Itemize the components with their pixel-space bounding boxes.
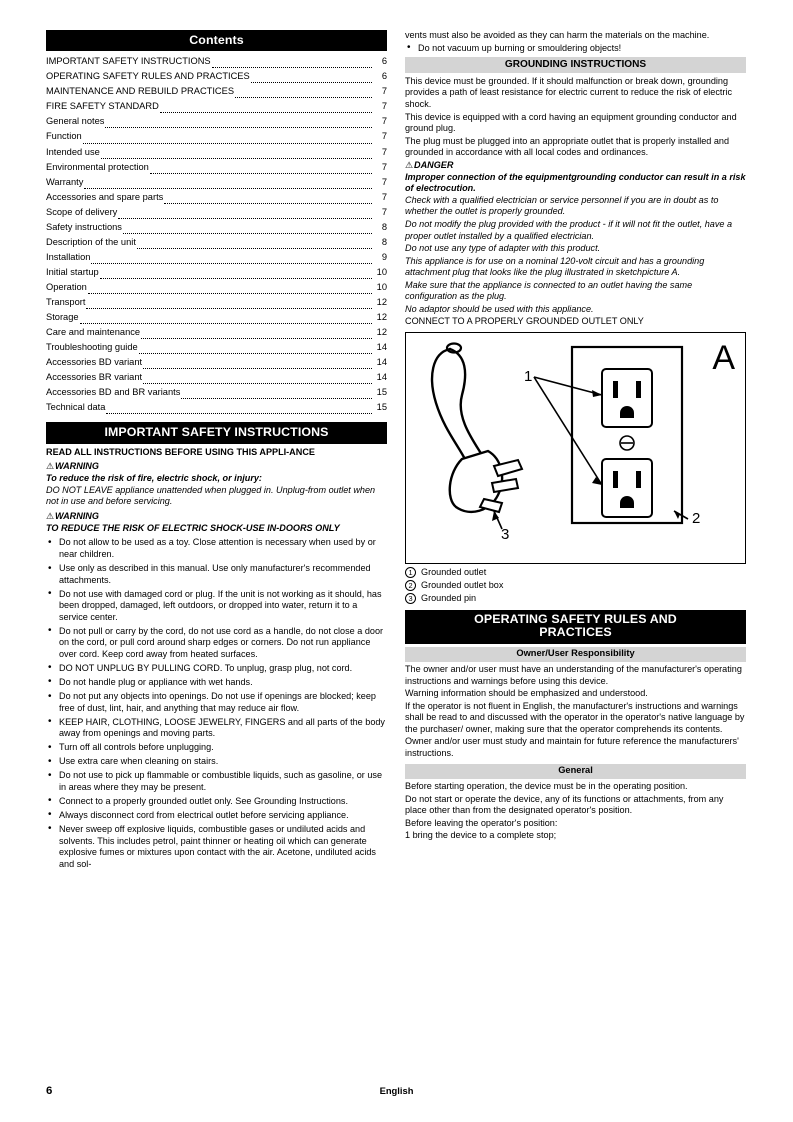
warning-triangle-icon: ⚠ — [405, 159, 414, 170]
toc-label: Accessories BD and BR variants — [46, 387, 181, 398]
toc-page: 10 — [376, 266, 387, 277]
toc-label: Environmental protection — [46, 161, 149, 172]
owner-paragraph-3: If the operator is not fluent in English, the manufacturer's instructions and warnings shall be read to and discussed with the operator in the operator's native language by the purchaser/ owner, making sure that the operator comprehends its contents. — [405, 700, 745, 734]
list-item: • Do not handle plug or appliance with wet hands. — [46, 677, 387, 689]
page-content — [46, 30, 746, 1090]
list-item: • Do not pull or carry by the cord, do not use cord as a handle, do not close a door on the cord, or pull cord around sharp edges or corners. Do not run appliance over cord. Keep cord away from heated surfaces. — [46, 626, 387, 661]
toc-page: 7 — [381, 161, 387, 172]
owner-paragraph-1: The owner and/or user must have an understanding of the manufacturer's operating instructions and warnings before using this device. — [405, 664, 742, 686]
toc-label: MAINTENANCE AND REBUILD PRACTICES — [46, 86, 235, 97]
grounding-instructions-heading: GROUNDING INSTRUCTIONS — [405, 57, 746, 73]
warning-1-body: DO NOT LEAVE appliance unattended when plugged in. Unplug-from outlet when not in use and before servicing. — [46, 484, 376, 507]
list-item: • Do not vacuum up burning or smouldering objects! — [405, 43, 746, 55]
grounding-italic-6: No adaptor should be used with this appliance. — [405, 303, 594, 314]
toc-entry[interactable] — [46, 400, 387, 415]
toc-dots — [118, 210, 372, 219]
general-numbered-item-1: 1 bring the device to a complete stop; — [405, 830, 557, 841]
toc-dots — [101, 150, 372, 159]
toc-dots — [143, 375, 372, 384]
list-item: • Turn off all controls before unplugging. — [46, 742, 387, 754]
toc-dots — [100, 270, 372, 279]
toc-label: Initial startup — [46, 266, 99, 277]
grounding-italic-2: Do not modify the plug provided with the product - if it will not fit the outlet, have a proper outlet installed by a qualified electrician. — [405, 218, 733, 241]
list-item: • KEEP HAIR, CLOTHING, LOOSE JEWELRY, FINGERS and all parts of the body away from openings and moving parts. — [46, 717, 387, 740]
legend-item — [405, 593, 746, 605]
toc-entry[interactable] — [46, 325, 387, 340]
toc-page: 7 — [381, 146, 387, 157]
list-item: • DO NOT UNPLUG BY PULLING CORD. To unplug, grasp plug, not cord. — [46, 663, 387, 675]
toc-entry[interactable] — [46, 385, 387, 400]
owner-paragraph-4: Owner and/or user must study and maintain for future reference the manufacturers' instructions. — [405, 736, 739, 758]
toc-dots — [105, 119, 372, 128]
footer-language: English — [379, 1085, 414, 1096]
toc-dots — [123, 225, 372, 234]
warning-triangle-icon: ⚠ — [46, 510, 55, 521]
list-item: • Connect to a properly grounded outlet only. See Grounding Instructions. — [46, 796, 387, 808]
grounded-outlet-figure — [405, 332, 746, 564]
toc-page: 12 — [376, 312, 387, 323]
danger-label: DANGER — [414, 159, 454, 170]
callout-3: 3 — [501, 525, 510, 543]
toc-entry[interactable] — [46, 310, 387, 325]
toc-page: 10 — [376, 281, 387, 292]
toc-page: 7 — [381, 191, 387, 202]
toc-entry[interactable] — [46, 145, 387, 160]
toc-entry[interactable] — [46, 84, 387, 99]
list-item: • Do not use to pick up flammable or combustible liquids, such as gasoline, or use in areas where they may be present. — [46, 770, 387, 793]
owner-user-responsibility-heading: Owner/User Responsibility — [405, 647, 746, 661]
safety-bullet-list — [46, 537, 387, 870]
toc-label: General notes — [46, 116, 105, 127]
toc-entry[interactable] — [46, 235, 387, 250]
toc-dots — [86, 300, 372, 309]
toc-dots — [235, 89, 372, 98]
toc-label: IMPORTANT SAFETY INSTRUCTIONS — [46, 56, 211, 67]
toc-dots — [251, 74, 372, 83]
toc-entry[interactable] — [46, 355, 387, 370]
toc-dots — [212, 59, 372, 68]
warning-2-line — [46, 511, 387, 523]
danger-line — [405, 160, 746, 172]
read-all-instructions-text: READ ALL INSTRUCTIONS BEFORE USING THIS APPLI-ANCE — [46, 446, 315, 457]
toc-entry[interactable] — [46, 69, 387, 84]
general-paragraph-1: Before starting operation, the device must be in the operating position. — [405, 781, 688, 792]
warning-2-title: TO REDUCE THE RISK OF ELECTRIC SHOCK-USE IN-DOORS ONLY — [46, 522, 340, 533]
toc-entry[interactable] — [46, 160, 387, 175]
toc-entry[interactable] — [46, 295, 387, 310]
toc-dots — [143, 360, 372, 369]
toc-page: 7 — [381, 86, 387, 97]
toc-label: FIRE SAFETY STANDARD — [46, 101, 159, 112]
toc-dots — [83, 135, 372, 144]
general-paragraph-3: Before leaving the operator's position: — [405, 817, 558, 828]
list-item: • Do not put any objects into openings. Do not use if openings are blocked; keep free of dust, lint, hair, and anything that may reduce air flow. — [46, 691, 387, 714]
toc-entry[interactable] — [46, 280, 387, 295]
toc-page: 7 — [381, 206, 387, 217]
grounding-italic-3: Do not use any type of adapter with this product. — [405, 243, 601, 254]
page-number: 6 — [46, 1085, 53, 1097]
toc-entry[interactable] — [46, 175, 387, 190]
legend-label: Grounded outlet — [421, 566, 487, 577]
grounding-paragraph-3: The plug must be plugged into an appropriate outlet that is properly installed and grounded in accordance with all local codes and ordinances. — [405, 135, 730, 158]
grounding-italic-4: This appliance is for use on a nominal 120-volt circuit and has a grounding attachment plug that looks like the plug illustrated in sketchpicture A. — [405, 255, 705, 278]
owner-paragraph-2: Warning information should be emphasized and understood. — [405, 688, 648, 699]
toc-entry[interactable] — [46, 99, 387, 114]
toc-label: Intended use — [46, 146, 100, 157]
connect-grounded-outlet-text: CONNECT TO A PROPERLY GROUNDED OUTLET ONLY — [405, 316, 644, 327]
page-footer — [46, 1084, 747, 1100]
callout-1: 1 — [524, 367, 533, 385]
general-paragraph-2: Do not start or operate the device, any of its functions or attachments, from any place other than from the designated operator's position. — [405, 793, 724, 816]
toc-page: 14 — [376, 357, 387, 368]
legend-item — [405, 580, 746, 592]
toc-entry[interactable] — [46, 220, 387, 235]
operating-safety-heading-line2: PRACTICES — [539, 625, 612, 640]
list-item: • Use only as described in this manual. Use only manufacturer's recommended attachments. — [46, 563, 387, 586]
list-item: • Do not use with damaged cord or plug. If the unit is not working as it should, has been dropped, damaged, left outdoors, or dropped into water, return it to a service center. — [46, 589, 387, 624]
toc-page: 6 — [381, 71, 387, 82]
left-column — [46, 30, 387, 1060]
toc-entry[interactable] — [46, 265, 387, 280]
toc-dots — [160, 104, 372, 113]
table-of-contents — [46, 54, 387, 415]
toc-label: Operation — [46, 281, 87, 292]
grounding-paragraph-2: This device is equipped with a cord having an equipment grounding conductor and ground plug. — [405, 111, 737, 134]
toc-dots — [91, 255, 372, 264]
toc-page: 8 — [381, 236, 387, 247]
continued-paragraph: vents must also be avoided as they can harm the materials on the machine. — [405, 30, 710, 40]
operating-safety-heading-line1: OPERATING SAFETY RULES AND — [474, 611, 677, 626]
toc-label: Function — [46, 131, 82, 142]
warning-label: WARNING — [55, 510, 99, 521]
toc-label: Scope of delivery — [46, 206, 118, 217]
legend-label: Grounded pin — [421, 592, 477, 603]
toc-dots — [80, 315, 372, 324]
toc-dots — [181, 390, 372, 399]
contents-heading: Contents — [46, 30, 387, 51]
legend-number-1: 1 — [405, 567, 416, 578]
toc-label: Care and maintenance — [46, 327, 141, 338]
toc-label: Description of the unit — [46, 236, 136, 247]
warning-1-title: To reduce the risk of fire, electric shock, or injury: — [46, 473, 262, 484]
list-item: • Do not allow to be used as a toy. Close attention is necessary when used by or near children. — [46, 537, 387, 560]
list-item: • Never sweep off explosive liquids, combustible gases or undiluted acids and solvents. This includes petrol, paint thinner or heating oil which can generate explosive fumes or mixtures upon contact with the air. Acetone, undiluted acids and sol- — [46, 824, 387, 870]
right-column — [405, 30, 746, 1060]
grounding-italic-5: Make sure that the appliance is connected to an outlet having the same configuration as the plug. — [405, 279, 693, 302]
toc-label: Transport — [46, 297, 86, 307]
toc-dots — [141, 330, 372, 339]
toc-dots — [139, 345, 372, 354]
toc-label: Installation — [46, 251, 91, 262]
operating-safety-heading — [405, 610, 746, 645]
toc-dots — [88, 285, 372, 294]
toc-entry[interactable] — [46, 370, 387, 385]
toc-page: 7 — [381, 131, 387, 142]
danger-title: Improper connection of the equipmentgrounding conductor can result in a risk of electrocution. — [405, 171, 746, 194]
toc-entry[interactable] — [46, 54, 387, 69]
toc-dots — [164, 195, 372, 204]
toc-page: 15 — [376, 387, 387, 398]
toc-page: 7 — [381, 116, 387, 127]
toc-page: 14 — [376, 372, 387, 383]
warning-label: WARNING — [55, 461, 99, 472]
toc-entry[interactable] — [46, 340, 387, 355]
grounding-italic-1: Check with a qualified electrician or service personnel if you are in doubt as to whether the outlet is properly grounded. — [405, 194, 719, 217]
toc-entry[interactable] — [46, 114, 387, 129]
toc-page: 7 — [381, 101, 387, 112]
legend-number-3: 3 — [405, 593, 416, 604]
toc-page: 8 — [381, 221, 387, 232]
figure-letter-a: A — [712, 338, 735, 377]
toc-label: Safety instructions — [46, 221, 122, 232]
warning-triangle-icon: ⚠ — [46, 461, 55, 472]
toc-page: 9 — [381, 251, 387, 262]
legend-label: Grounded outlet box — [421, 579, 504, 590]
legend-item — [405, 567, 746, 579]
toc-page: 7 — [381, 176, 387, 187]
toc-page: 15 — [376, 402, 387, 413]
toc-page: 14 — [376, 342, 387, 353]
toc-label: Accessories BR variant — [46, 372, 143, 383]
toc-page: 12 — [376, 327, 387, 338]
list-item: • Use extra care when cleaning on stairs. — [46, 756, 387, 768]
important-safety-instructions-heading: IMPORTANT SAFETY INSTRUCTIONS — [46, 422, 387, 443]
toc-label: OPERATING SAFETY RULES AND PRACTICES — [46, 71, 250, 82]
warning-1-line — [46, 461, 387, 473]
toc-dots — [106, 405, 372, 414]
toc-label: Technical data — [46, 402, 106, 413]
toc-dots — [150, 165, 372, 174]
toc-label: Troubleshooting guide — [46, 342, 138, 353]
toc-entry[interactable] — [46, 250, 387, 265]
list-item: • Always disconnect cord from electrical outlet before servicing appliance. — [46, 810, 387, 822]
grounding-paragraph-1: This device must be grounded. If it should malfunction or break down, grounding provides a path of least resistance for electric current to reduce the risk of electric shock. — [405, 75, 733, 109]
callout-2: 2 — [692, 509, 701, 527]
continued-bullet-list — [405, 43, 746, 55]
toc-dots — [137, 240, 372, 249]
toc-entry[interactable] — [46, 205, 387, 220]
general-heading: General — [405, 764, 746, 778]
toc-entry[interactable] — [46, 190, 387, 205]
toc-label: Accessories BD variant — [46, 357, 143, 368]
toc-label: Accessories and spare parts — [46, 191, 164, 202]
toc-dots — [84, 180, 372, 189]
legend-number-2: 2 — [405, 580, 416, 591]
toc-page: 12 — [376, 297, 387, 307]
toc-label: Warranty — [46, 176, 84, 187]
toc-label: Storage — [46, 312, 79, 323]
toc-entry[interactable] — [46, 129, 387, 144]
toc-page: 6 — [381, 56, 387, 67]
